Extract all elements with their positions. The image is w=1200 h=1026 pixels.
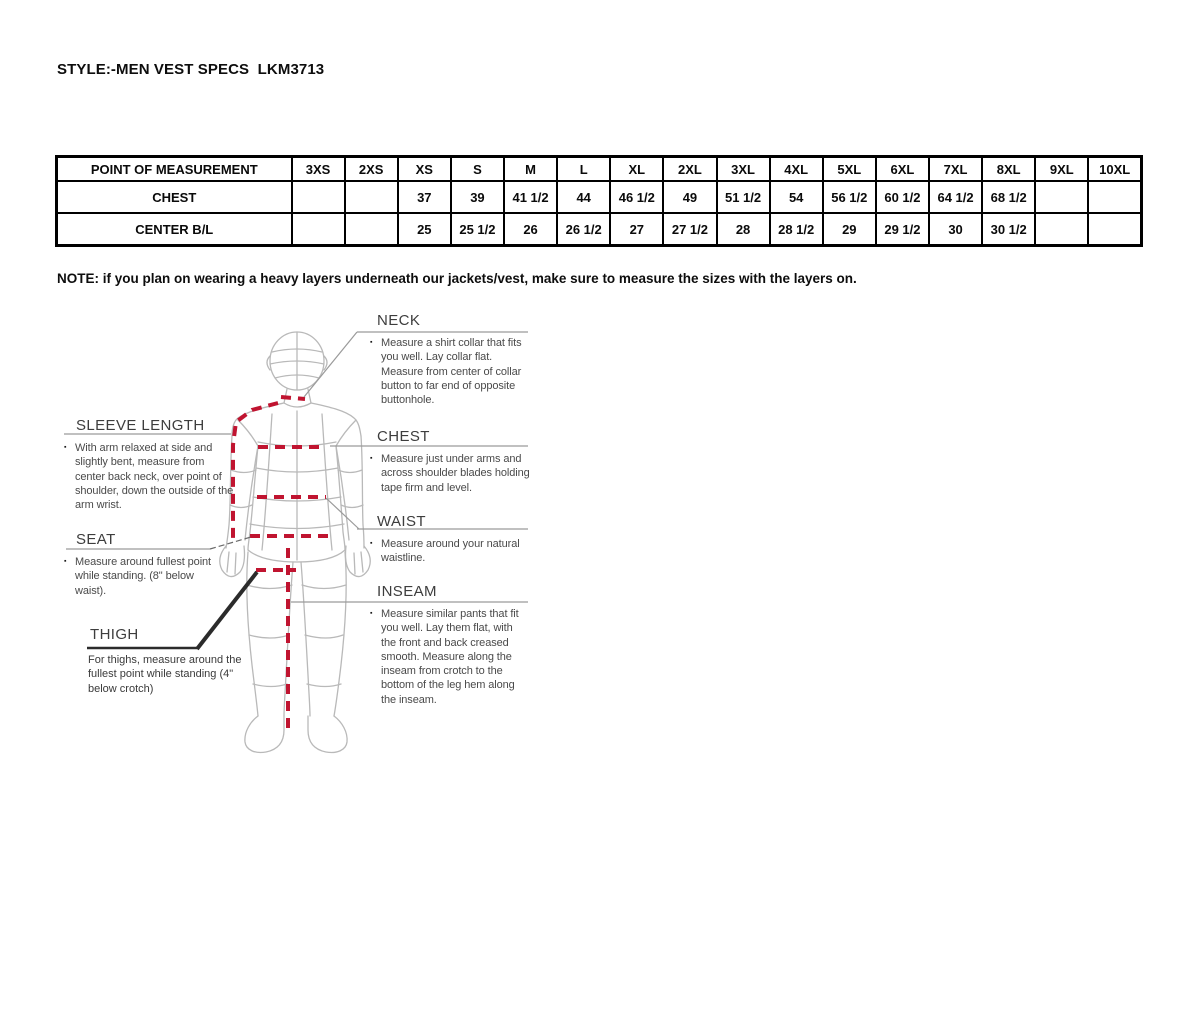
size-cell: 49	[663, 181, 716, 213]
size-cell: 54	[770, 181, 823, 213]
bullet-square-icon: ▪	[370, 540, 373, 547]
thigh-label: THIGH	[90, 626, 139, 643]
row-label: CHEST	[57, 181, 292, 213]
size-cell: 27	[610, 213, 663, 246]
size-cell: 28 1/2	[770, 213, 823, 246]
size-cell: 68 1/2	[982, 181, 1035, 213]
waist-description: ▪ Measure around your natural waistline.	[370, 538, 520, 565]
size-cell: 28	[717, 213, 770, 246]
size-cell: 26 1/2	[557, 213, 610, 246]
column-header: 7XL	[929, 157, 982, 182]
size-cell: 64 1/2	[929, 181, 982, 213]
column-header: 2XL	[663, 157, 716, 182]
page-title: STYLE:-MEN VEST SPECS LKM3713	[57, 61, 325, 78]
seat-description: ▪ Measure around fullest point while standing. (8" below waist).	[64, 556, 212, 597]
size-cell: 26	[504, 213, 557, 246]
inseam-label: INSEAM	[377, 583, 437, 600]
inseam-description: ▪ Measure similar pants that fit you well. Lay them flat, with the front and back creased smooth. Measure along the inseam from crotch to the bottom of the leg hem along the inseam.	[370, 608, 519, 706]
size-cell: 44	[557, 181, 610, 213]
neck-description: ▪ Measure a shirt collar that fits you well. Lay collar flat. Measure from center of collar button to far end of opposite buttonhole.	[370, 337, 522, 407]
bullet-square-icon: ▪	[64, 444, 67, 451]
neck-leader	[304, 332, 357, 397]
size-cell: 56 1/2	[823, 181, 876, 213]
seat-label: SEAT	[76, 531, 116, 548]
size-cell: 27 1/2	[663, 213, 716, 246]
size-cell: 46 1/2	[610, 181, 663, 213]
column-header: 2XS	[345, 157, 398, 182]
column-header: 4XL	[770, 157, 823, 182]
size-cell: 39	[451, 181, 504, 213]
bullet-square-icon: ▪	[370, 455, 373, 462]
bullet-square-icon: ▪	[64, 558, 67, 565]
inseam-instruction-block	[370, 582, 530, 707]
neck-measure-line	[281, 397, 305, 399]
column-header: M	[504, 157, 557, 182]
size-cell: 41 1/2	[504, 181, 557, 213]
thigh-instruction-block	[88, 625, 243, 696]
note-text: NOTE: if you plan on wearing a heavy layers underneath our jackets/vest, make sure to measure the sizes with the layers on.	[57, 271, 857, 286]
column-header: 6XL	[876, 157, 929, 182]
column-header: POINT OF MEASUREMENT	[57, 157, 292, 182]
size-cell: 29 1/2	[876, 213, 929, 246]
size-cell: 60 1/2	[876, 181, 929, 213]
column-header: S	[451, 157, 504, 182]
seat-instruction-block	[64, 530, 222, 598]
column-header: 8XL	[982, 157, 1035, 182]
waist-label: WAIST	[377, 513, 426, 530]
column-header: XS	[398, 157, 451, 182]
size-cell: 25	[398, 213, 451, 246]
row-label: CENTER B/L	[57, 213, 292, 246]
bullet-square-icon: ▪	[370, 610, 373, 617]
waist-instruction-block	[370, 512, 525, 566]
size-cell: 30 1/2	[982, 213, 1035, 246]
size-cell: 37	[398, 181, 451, 213]
column-header: 3XS	[292, 157, 345, 182]
size-cell: 30	[929, 213, 982, 246]
size-cell: 25 1/2	[451, 213, 504, 246]
sleeve-length-description: ▪ With arm relaxed at side and slightly bent, measure from center back neck, over point of shoulder, down the outside of the arm wrist.	[64, 442, 234, 512]
column-header: 10XL	[1088, 157, 1141, 182]
bullet-square-icon: ▪	[370, 339, 373, 346]
size-cell: 51 1/2	[717, 181, 770, 213]
sleeve-length-instruction-block	[64, 416, 236, 512]
column-header: L	[557, 157, 610, 182]
column-header: 5XL	[823, 157, 876, 182]
size-cell: 29	[823, 213, 876, 246]
sleeve-length-label: SLEEVE LENGTH	[76, 417, 205, 434]
neck-label: NECK	[377, 312, 421, 329]
neck-instruction-block	[370, 311, 532, 407]
column-header: 3XL	[717, 157, 770, 182]
column-header: 9XL	[1035, 157, 1088, 182]
chest-label: CHEST	[377, 428, 430, 445]
thigh-description: For thighs, measure around the fullest point while standing (4" below crotch)	[88, 654, 242, 695]
chest-description: ▪ Measure just under arms and across shoulder blades holding tape firm and level.	[370, 453, 530, 494]
chest-instruction-block	[370, 427, 542, 495]
column-header: XL	[610, 157, 663, 182]
